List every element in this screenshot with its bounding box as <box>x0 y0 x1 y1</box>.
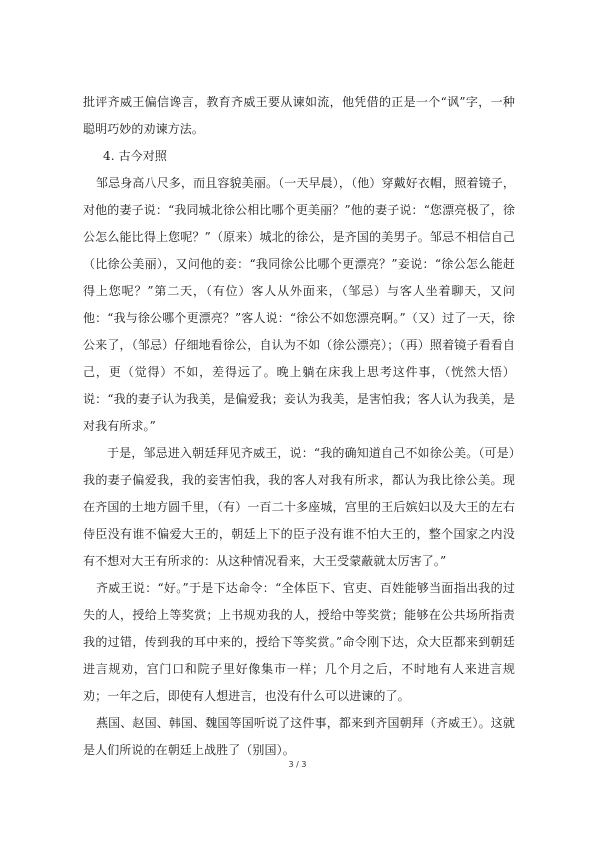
paragraph-king-order: 齐威王说：“好。”于是下达命令：“全体臣下、官吏、百姓能够当面指出我的过失的人，授给上等奖赏；上书规劝我的人，授给中等奖赏；能够在公共场所指责我的过错，传到我的耳中来的，授给下等奖赏。”命令刚下达，众大臣都来到朝廷进言规劝，宫门口和院子里好像集市一样；几个月之后，不时地有人来进言规劝；一年之后，即使有人想进言，也没有什么可以进谏的了。 <box>83 581 515 703</box>
section-heading: 4. 古今对照 <box>103 149 167 163</box>
paragraph-conclusion: 燕国、赵国、韩国、魏国等国听说了这件事，都来到齐国朝拜（齐威王）。这就是人们所说的在朝廷上战胜了（别国）。 <box>83 716 515 757</box>
paragraph-continuation: 批评齐威王偏信谗言，教育齐威王要从谏如流，他凭借的正是一个“讽”字，一种聪明巧妙的劝谏方法。 <box>83 95 515 136</box>
document-body <box>83 89 515 764</box>
page-number: 3 / 3 <box>288 760 307 769</box>
paragraph-zouji-intro: 邹忌身高八尺多，而且容貌美丽。（一天早晨），（他）穿戴好衣帽，照着镜子，对他的妻子说：“我同城北徐公相比哪个更美丽？”他的妻子说：“您漂亮极了，徐公怎么能比得上您呢？”（原来）城北的徐公，是齐国的美男子。邹忌不相信自己（比徐公美丽），又问他的妾：“我同徐公比哪个更漂亮？”妾说：“徐公怎么能赶得上您呢？”第二天，（有位）客人从外面来，（邹忌）与客人坐着聊天，又问他：“我与徐公哪个更漂亮？”客人说：“徐公不如您漂亮啊。”（又）过了一天，徐公来了，（邹忌）仔细地看徐公，自认为不如（徐公漂亮）；（再）照着镜子看看自己，更（觉得）不如，差得远了。晚上躺在床我上思考这件事，（恍然大悟）说：“我的妻子认为我美，是偏爱我；妾认为我美，是害怕我；客人认为我美，是对我有所求。” <box>83 176 515 433</box>
paragraph-court-visit: 于是，邹忌进入朝廷拜见齐威王，说：“我的确知道自己不如徐公美。（可是）我的妻子偏爱我，我的妾害怕我，我的客人对我有所求，都认为我比徐公美。现在齐国的土地方圆千里，（有）一百二十多座城，宫里的王后嫔妇以及大王的左右侍臣没有谁不偏爱大王的，朝廷上下的臣子没有谁不怕大王的，整个国家之内没有不想对大王有所求的：从这种情况看来，大王受蒙蔽就太厉害了。” <box>83 446 515 568</box>
